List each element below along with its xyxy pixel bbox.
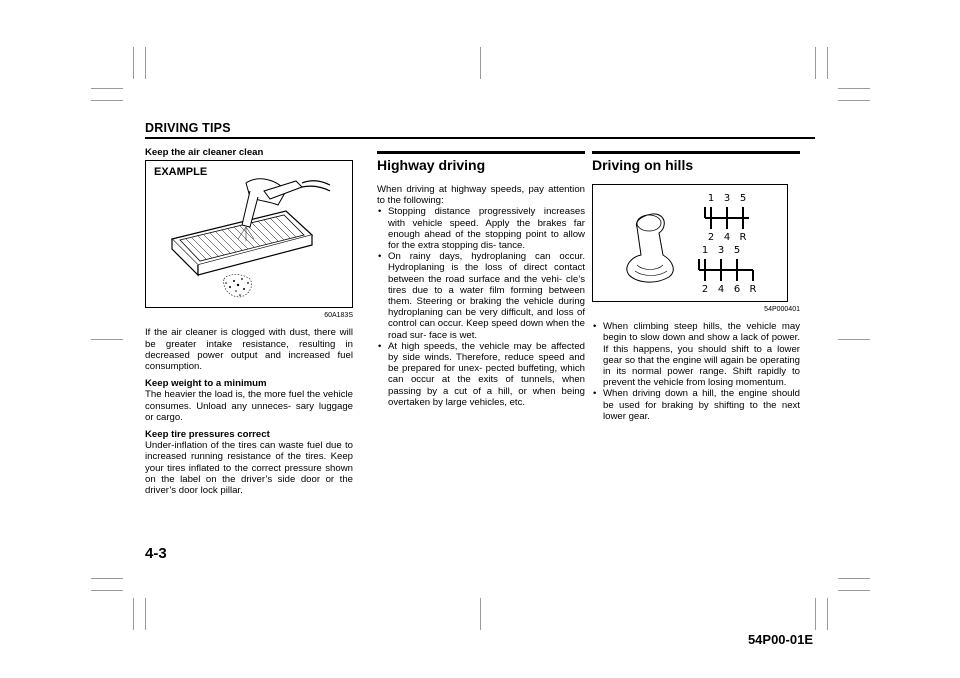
crop-mark bbox=[815, 47, 816, 79]
air-cleaner-paragraph: If the air cleaner is clogged with dust, there will be greater intake resistance, resulting in decreased power output and increased fuel consumption. bbox=[145, 327, 353, 373]
crop-mark bbox=[838, 339, 870, 340]
list-item: • At high speeds, the vehicle may be affected by side winds. Therefore, reduce speed and be prepared for unex- pected buffeting, which can occur at the exits of tunnels, when passing by a cut of a hill, or when being overtaken by large vehicles, etc. bbox=[377, 341, 585, 408]
crop-mark bbox=[91, 578, 123, 579]
example-label: EXAMPLE bbox=[154, 166, 208, 179]
crop-mark bbox=[827, 47, 828, 79]
crop-mark bbox=[145, 598, 146, 630]
crop-mark bbox=[480, 598, 481, 630]
pattern2-bottom-6: 6 bbox=[733, 284, 741, 295]
crop-mark bbox=[91, 100, 123, 101]
running-head: DRIVING TIPS bbox=[145, 121, 231, 135]
air-cleaner-figure bbox=[145, 160, 353, 308]
gear-shift-illustration bbox=[593, 185, 787, 301]
highway-bullet-list bbox=[377, 206, 585, 408]
crop-mark bbox=[133, 598, 134, 630]
pattern2-bottom-2: 2 bbox=[701, 284, 709, 295]
pattern2-top-3: 3 bbox=[717, 245, 725, 256]
crop-mark bbox=[838, 88, 870, 89]
list-item: • Stopping distance progressively increases with vehicle speed. Apply the brakes far enough ahead of the stopping point to allow for the extra stopping dis- tance. bbox=[377, 206, 585, 251]
pattern1-bottom-4: 4 bbox=[723, 232, 731, 243]
list-item: • When climbing steep hills, the vehicle may begin to slow down and show a lack of power. If this happens, you should shift to a lower gear so that the engine will again be operating in its normal power range. Shift rapidly to prevent the vehicle from losing momentum. bbox=[592, 321, 800, 388]
crop-mark bbox=[91, 590, 123, 591]
pattern1-bottom-r: R bbox=[739, 232, 747, 243]
crop-mark bbox=[480, 47, 481, 79]
driving-on-hills-title: Driving on hills bbox=[592, 157, 694, 173]
pattern2-bottom-4: 4 bbox=[717, 284, 725, 295]
tire-heading: Keep tire pressures correct bbox=[145, 429, 270, 441]
header-rule bbox=[145, 137, 815, 139]
crop-mark bbox=[91, 339, 123, 340]
air-cleaner-figure-code: 60A183S bbox=[324, 312, 353, 320]
weight-paragraph: The heavier the load is, the more fuel the vehicle consumes. Unload any unneces- sary luggage or cargo. bbox=[145, 389, 353, 423]
shift-knob-icon bbox=[627, 214, 673, 282]
list-item: • On rainy days, hydroplaning can occur. Hydroplaning is the loss of direct contact between the road surface and the vehi- cle’s tires due to a water film forming between them. Steering or braking the vehicle during hydroplaning can be very difficult, and loss of control can occur. Keep speed down when the road sur- face is wet. bbox=[377, 251, 585, 341]
pattern1-top-3: 3 bbox=[723, 193, 731, 204]
pattern2-top-1: 1 bbox=[701, 245, 709, 256]
pattern1-top-1: 1 bbox=[707, 193, 715, 204]
crop-mark bbox=[133, 47, 134, 79]
middle-column bbox=[377, 147, 585, 408]
highway-driving-title: Highway driving bbox=[377, 157, 486, 173]
air-cleaner-illustration bbox=[146, 161, 352, 307]
crop-mark bbox=[838, 590, 870, 591]
highway-intro: When driving at highway speeds, pay attention to the following: bbox=[377, 184, 585, 207]
pattern2-top-5: 5 bbox=[733, 245, 741, 256]
crop-mark bbox=[827, 598, 828, 630]
crop-mark bbox=[145, 47, 146, 79]
pattern2-bottom-r: R bbox=[749, 284, 757, 295]
gear-shift-figure-code: 54P000401 bbox=[764, 306, 800, 313]
section-bar bbox=[377, 151, 585, 154]
hills-bullet-list bbox=[592, 321, 800, 422]
pattern1-bottom-2: 2 bbox=[707, 232, 715, 243]
page-number: 4-3 bbox=[145, 545, 167, 562]
pattern1-top-5: 5 bbox=[739, 193, 747, 204]
crop-mark bbox=[91, 88, 123, 89]
gear-shift-figure bbox=[592, 184, 788, 302]
left-column bbox=[145, 147, 353, 496]
air-cleaner-heading: Keep the air cleaner clean bbox=[145, 147, 264, 158]
crop-mark bbox=[838, 100, 870, 101]
document-code: 54P00-01E bbox=[747, 632, 813, 647]
right-column bbox=[592, 147, 800, 422]
weight-heading: Keep weight to a minimum bbox=[145, 378, 267, 390]
section-bar bbox=[592, 151, 800, 154]
crop-mark bbox=[815, 598, 816, 630]
crop-mark bbox=[838, 578, 870, 579]
list-item: • When driving down a hill, the engine should be used for braking by shifting to the next lower gear. bbox=[592, 388, 800, 422]
tire-paragraph: Under-inflation of the tires can waste fuel due to increased running resistance of the tires. Keep your tires inflated to the correct pressure shown on the label on the driver’s side door or the driver’s door lock pillar. bbox=[145, 440, 353, 497]
